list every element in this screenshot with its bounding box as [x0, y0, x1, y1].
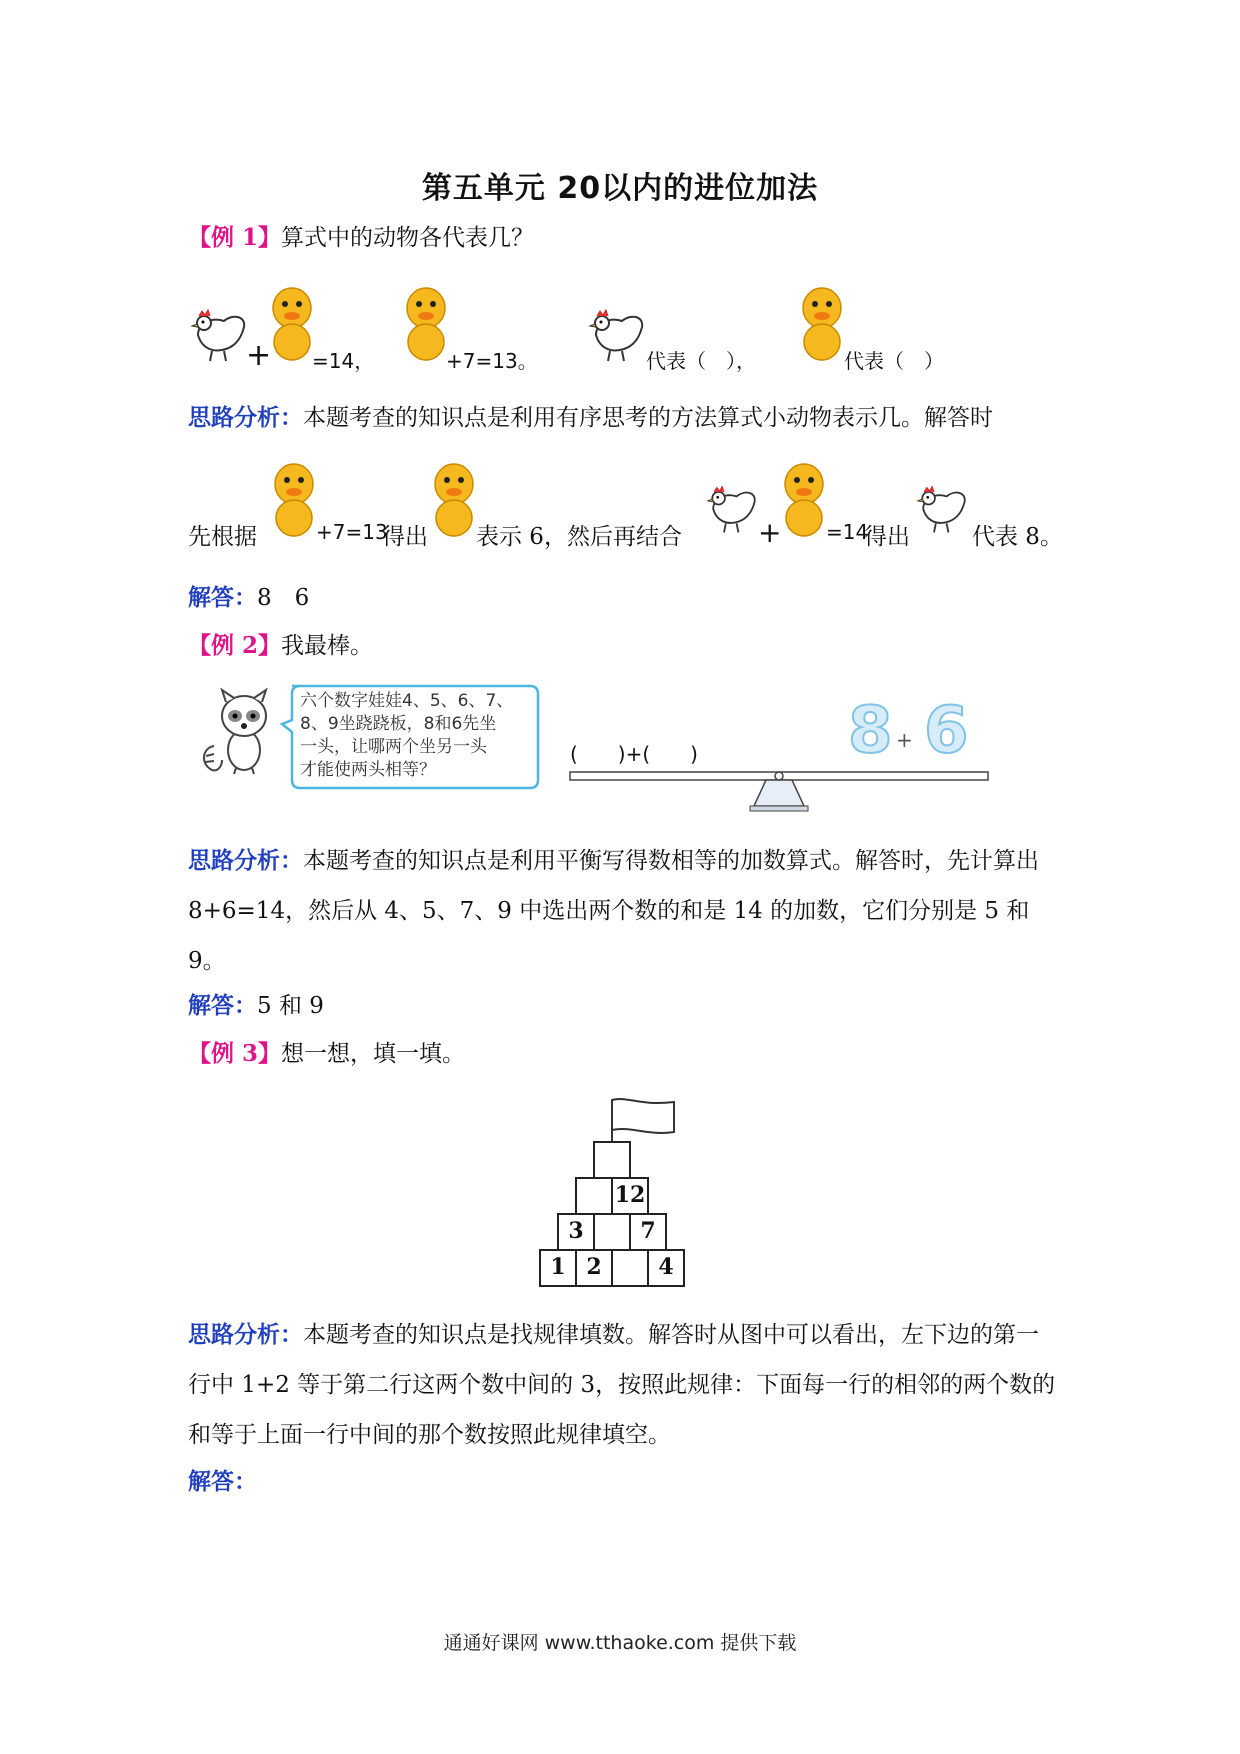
example2-tag: 【例 2】 [188, 632, 282, 659]
represents-1: 代表（ ）， [646, 349, 756, 373]
analysis-eq: +7=13 [316, 520, 388, 544]
page-footer: 通通好课网 www.tthaoke.com 提供下载 [443, 1632, 797, 1654]
raccoon-icon [200, 686, 280, 776]
answer-text: 8 6 [257, 585, 310, 611]
eq2-result: +7=13。 [446, 349, 538, 373]
analysis-text: 代表 8。 [972, 524, 1063, 550]
bubble-text [300, 690, 536, 782]
example3-tag: 【例 3】 [188, 1040, 282, 1067]
hen-icon [190, 305, 250, 365]
analysis-label: 思路分析： [188, 404, 303, 431]
analysis-text: 本题考查的知识点是利用平衡写得数相等的加数算式。解答时，先计算出 8+6=14，然后从 4、5、7、9 中选出两个数的和是 14 的加数，它们分别是 5 和 9。 [188, 848, 1039, 974]
analysis-text: 得出 [864, 524, 910, 550]
number-doll-a: 8 [848, 694, 893, 768]
example1-question: 算式中的动物各代表几？ [281, 225, 535, 251]
example1-heading [188, 214, 534, 262]
analysis-text: 表示 6，然后再结合 [476, 524, 682, 550]
example1-answer [188, 574, 309, 622]
example2-heading [188, 622, 373, 670]
pyramid-cell: 3 [568, 1218, 584, 1244]
hen-icon [916, 482, 970, 536]
plus-sign: + [246, 338, 272, 373]
answer-label: 解答： [188, 584, 257, 611]
duck-icon [270, 286, 314, 364]
example2-analysis [188, 836, 1058, 986]
answer-text: 5 和 9 [257, 993, 324, 1019]
seesaw-graphic [570, 770, 990, 812]
analysis-label: 思路分析： [188, 847, 303, 874]
seesaw-blank-expression: ( )+( ) [570, 742, 698, 766]
analysis-eq: =14 [826, 520, 869, 544]
hen-icon [706, 482, 760, 536]
analysis-text: 得出 [382, 524, 428, 550]
pyramid-cell: 4 [658, 1254, 674, 1280]
represents-2: 代表（ ） [844, 349, 944, 373]
duck-icon [800, 286, 844, 364]
analysis-text: 本题考查的知识点是利用有序思考的方法算式小动物表示几。解答时 [303, 405, 993, 431]
pyramid-cell: 12 [614, 1182, 646, 1208]
plus-sign: + [896, 728, 913, 752]
duck-icon [272, 462, 316, 540]
example3-heading [188, 1030, 465, 1078]
bubble-line: 一头，让哪两个坐另一头 [300, 737, 487, 757]
example1-analysis-line1 [188, 394, 993, 442]
example3-analysis [188, 1310, 1058, 1460]
bubble-line: 六个数字娃娃4、5、6、7、 [300, 691, 514, 711]
duck-icon [782, 462, 826, 540]
bubble-line: 8、9坐跷跷板，8和6先坐 [300, 714, 497, 734]
duck-icon [432, 462, 476, 540]
analysis-text: 本题考查的知识点是找规律填数。解答时从图中可以看出，左下边的第一行中 1+2 等于第二行这两个数中间的 3，按照此规律：下面每一行的相邻的两个数的和等于上面一行中间的那个数按照此规律填空。 [188, 1322, 1056, 1448]
example1-tag: 【例 1】 [188, 224, 282, 251]
answer-label: 解答： [188, 1468, 257, 1495]
answer-label: 解答： [188, 992, 257, 1019]
number-doll-b: 6 [924, 694, 969, 768]
example3-question: 想一想，填一填。 [281, 1041, 466, 1067]
pyramid-cell: 2 [586, 1254, 602, 1280]
pyramid-cell: 1 [550, 1254, 566, 1280]
analysis-label: 思路分析： [188, 1321, 303, 1348]
page-title: 第五单元 20以内的进位加法 [421, 171, 819, 206]
eq1-result: =14， [312, 349, 375, 373]
analysis-text: 先根据 [188, 524, 257, 550]
example2-answer [188, 982, 324, 1030]
flag-icon [608, 1096, 678, 1146]
plus-sign: + [758, 516, 782, 549]
example3-answer [188, 1458, 257, 1506]
hen-icon [588, 305, 648, 365]
duck-icon [404, 286, 448, 364]
pyramid-cell: 7 [640, 1218, 656, 1244]
bubble-line: 才能使两头相等？ [300, 760, 436, 780]
example2-question: 我最棒。 [281, 633, 374, 659]
